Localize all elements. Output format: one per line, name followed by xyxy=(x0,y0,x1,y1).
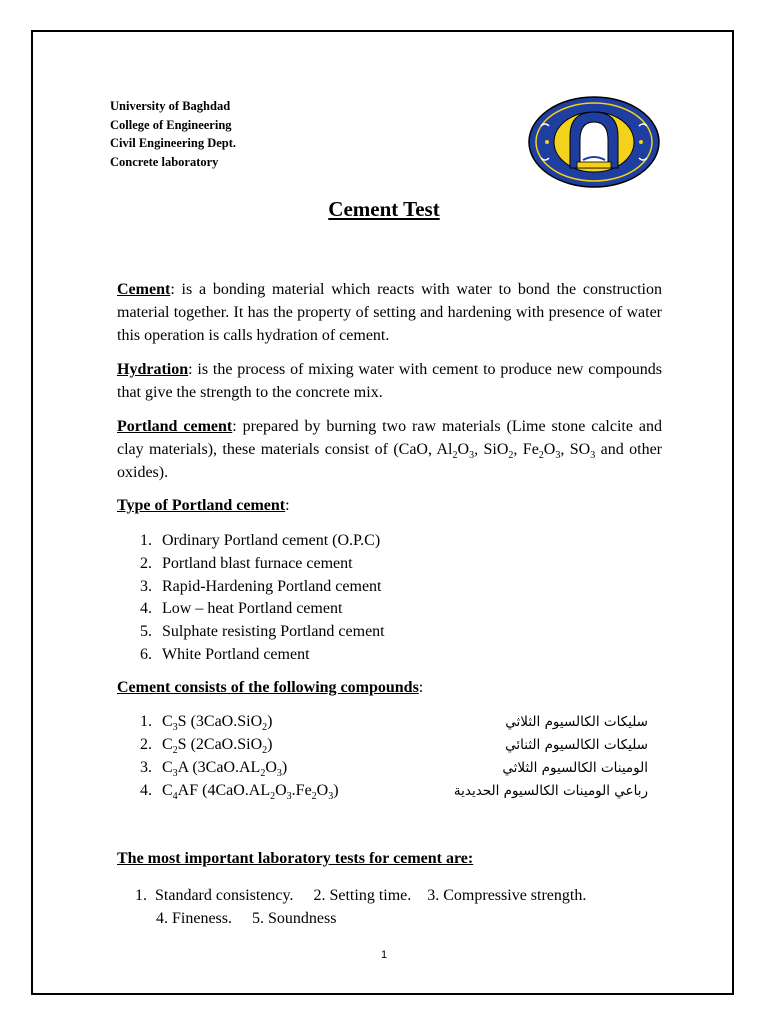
compounds-heading-colon: : xyxy=(418,679,424,696)
formula: C xyxy=(162,759,173,776)
tests-line: 4. Fineness. 5. Soundness xyxy=(156,910,337,927)
subscript: 4 xyxy=(172,791,178,803)
tests-list xyxy=(135,884,586,930)
compound-row xyxy=(140,713,648,737)
tests-heading xyxy=(117,850,473,868)
list-item xyxy=(140,644,385,667)
page-number: 1 xyxy=(380,949,388,961)
list-number: 4. xyxy=(140,782,152,799)
subscript: 2 xyxy=(508,450,514,462)
subscript: 2 xyxy=(270,791,276,803)
formula: ) xyxy=(281,759,288,776)
cement-definition xyxy=(117,278,662,347)
list-label: Low – heat Portland cement xyxy=(162,600,343,618)
subscript: 2 xyxy=(172,745,178,757)
subscript: 2 xyxy=(311,791,317,803)
types-heading xyxy=(117,497,290,515)
list-number: 1. xyxy=(140,713,152,730)
list-label: Portland blast furnace cement xyxy=(162,554,353,572)
formula: ) xyxy=(333,782,339,799)
formula: S (3CaO.SiO xyxy=(177,713,263,730)
hydration-text: : is the process of mixing water with cement to produce new compounds that give the strength to the concrete mix. xyxy=(117,361,662,401)
portland-term: Portland cement xyxy=(117,418,233,435)
list-label: White Portland cement xyxy=(162,645,310,663)
header-line-university: University of Baghdad xyxy=(110,99,231,113)
formula: ) xyxy=(267,736,273,753)
compound-row xyxy=(140,759,648,783)
types-heading-text: Type of Portland cement xyxy=(117,497,286,514)
arabic-name: رباعي الومينات الكالسيوم الحديدية xyxy=(453,783,648,799)
list-number: 6. xyxy=(140,645,152,663)
portland-text: O xyxy=(457,441,470,458)
subscript: 3 xyxy=(328,791,334,803)
subscript: 3 xyxy=(172,768,178,780)
institution-header xyxy=(110,97,236,171)
portland-text: , Fe xyxy=(513,441,539,458)
portland-definition xyxy=(117,415,662,484)
subscript: 3 xyxy=(286,791,292,803)
portland-text: , SO xyxy=(560,441,591,458)
subscript: 3 xyxy=(555,450,561,462)
header-line-lab: Concrete laboratory xyxy=(110,154,219,169)
list-number: 4. xyxy=(140,600,152,618)
subscript: 3 xyxy=(276,768,282,780)
portland-text: and other oxides). xyxy=(117,441,663,481)
arabic-name: الومينات الكالسيوم الثلاثي xyxy=(502,760,648,776)
compound-row xyxy=(140,782,648,806)
subscript: 2 xyxy=(452,450,458,462)
formula: .Fe xyxy=(291,782,312,799)
list-item xyxy=(140,598,385,621)
university-logo xyxy=(527,96,661,188)
subscript: 3 xyxy=(172,722,178,734)
list-item xyxy=(140,621,385,644)
list-label: Sulphate resisting Portland cement xyxy=(162,623,385,641)
portland-text: , SiO xyxy=(474,441,509,458)
formula: A (3CaO.AL xyxy=(177,759,261,776)
list-item xyxy=(140,530,385,553)
list-number: 3. xyxy=(140,759,152,776)
formula: AF (4CaO.AL xyxy=(177,782,271,799)
portland-text: : prepared by burning two raw materials (Lime stone calcite and clay materials), these materials consist of (CaO, Al xyxy=(117,418,662,458)
formula: C xyxy=(162,782,173,799)
cement-term: Cement xyxy=(117,281,171,298)
arabic-name: سليكات الكالسيوم الثنائي xyxy=(505,737,648,753)
list-label: Rapid-Hardening Portland cement xyxy=(162,577,382,595)
list-number: 2. xyxy=(140,554,152,572)
subscript: 3 xyxy=(590,450,596,462)
formula: C xyxy=(162,713,173,730)
formula: ) xyxy=(267,713,273,730)
list-number: 1. xyxy=(140,532,152,549)
cement-types-list xyxy=(140,530,385,667)
tests-heading-text: The most important laboratory tests for cement are: xyxy=(117,850,474,867)
list-number: 5. xyxy=(140,623,152,641)
list-item xyxy=(140,553,385,576)
hydration-definition xyxy=(117,358,662,404)
compounds-heading xyxy=(117,679,423,697)
header-line-college: College of Engineering xyxy=(110,117,232,132)
formula: O xyxy=(265,759,277,776)
hydration-term: Hydration xyxy=(117,361,189,378)
formula: S (2CaO.SiO xyxy=(177,736,263,753)
subscript: 2 xyxy=(262,722,268,734)
subscript: 3 xyxy=(469,450,475,462)
page-title: Cement Test xyxy=(328,197,440,221)
compounds-heading-text: Cement consists of the following compounds xyxy=(117,679,419,696)
types-heading-colon: : xyxy=(285,497,290,514)
formula: O xyxy=(275,782,287,799)
list-number: 3. xyxy=(140,577,152,595)
arabic-name: سليكات الكالسيوم الثلاثي xyxy=(505,714,648,730)
subscript: 2 xyxy=(538,450,544,462)
cement-text: : is a bonding material which reacts with water to bond the construction material together. It has the property of setting and hardening with presence of water this operation is calls hydration of cement. xyxy=(117,281,662,344)
formula: O xyxy=(316,782,329,799)
compound-row xyxy=(140,736,648,760)
subscript: 2 xyxy=(260,768,266,780)
tests-line: 1. Standard consistency. 2. Setting time. 3. Compressive strength. xyxy=(135,887,587,904)
list-label: Ordinary Portland cement (O.P.C) xyxy=(162,532,381,549)
formula: C xyxy=(162,736,173,753)
header-line-department: Civil Engineering Dept. xyxy=(110,136,237,150)
list-number: 2. xyxy=(140,736,152,753)
list-item xyxy=(140,576,385,599)
portland-text: O xyxy=(543,441,556,458)
subscript: 2 xyxy=(262,745,268,757)
